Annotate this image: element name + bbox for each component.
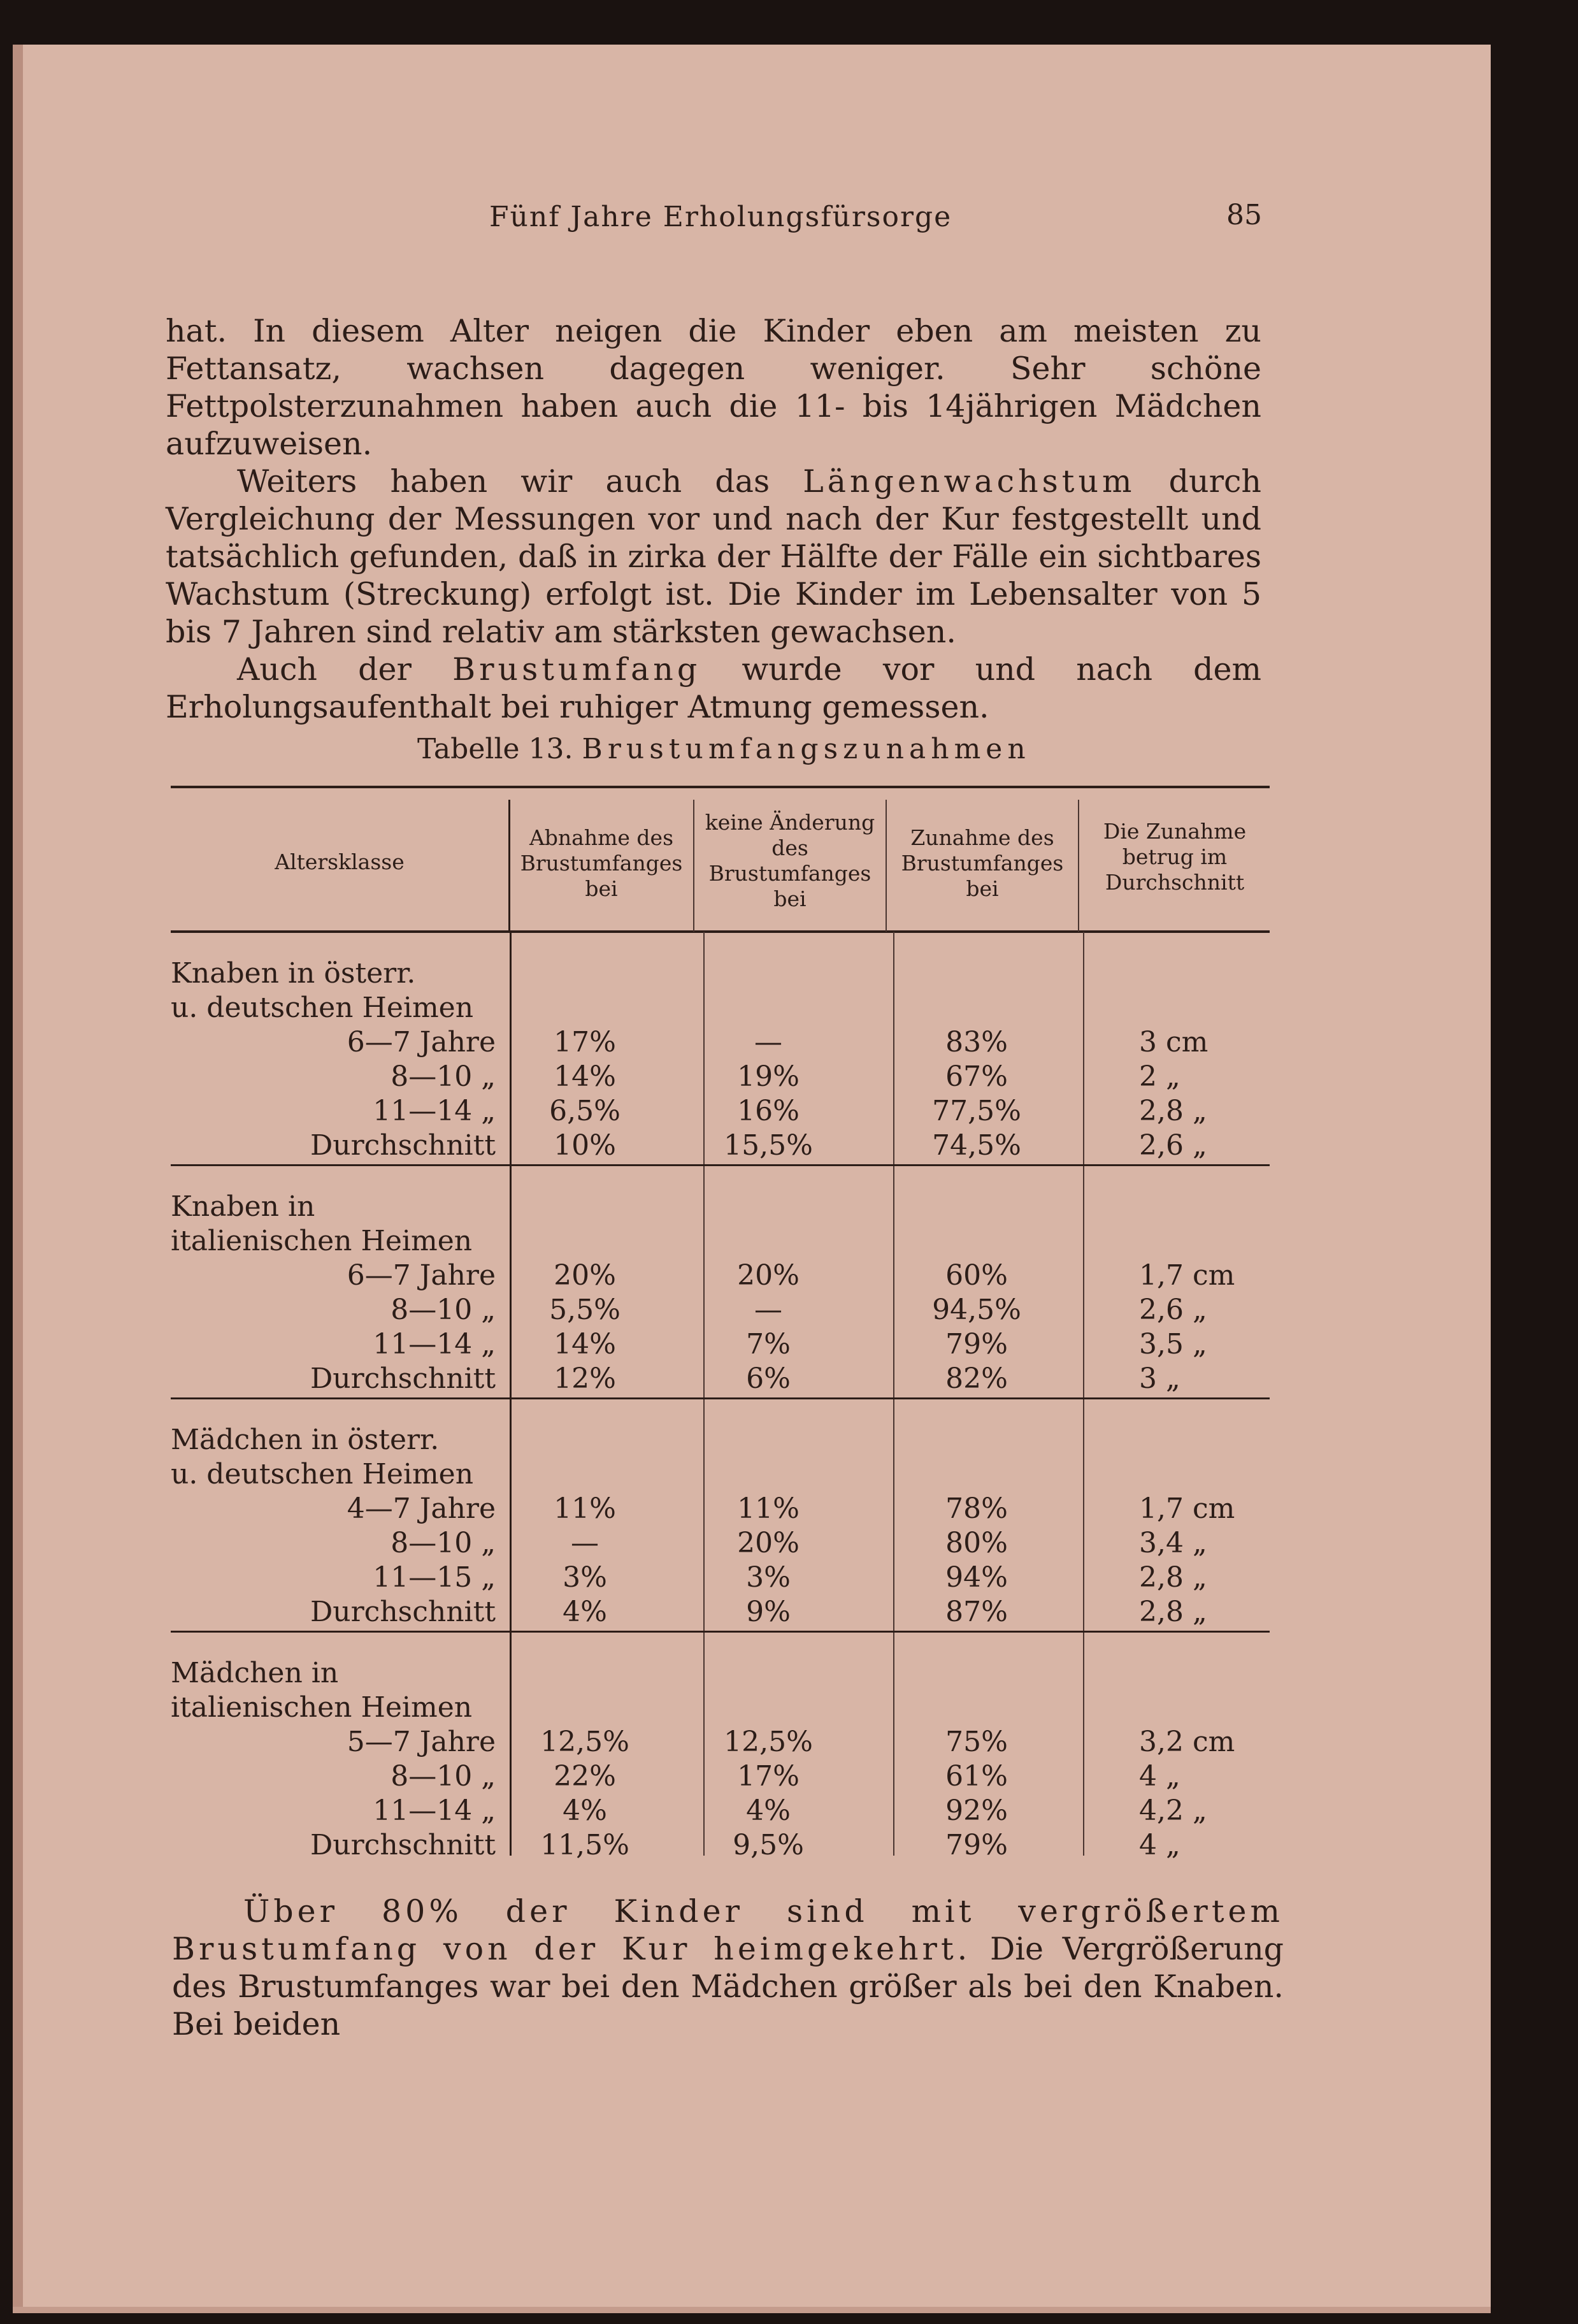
g4-r2-age: 8—10 „	[391, 1760, 496, 1793]
g4-r1-abnahme: 12,5%	[540, 1726, 629, 1758]
body-divider-4	[1083, 932, 1084, 1856]
g3-r3-abnahme: 3%	[563, 1561, 607, 1594]
paragraph-1: hat. In diesem Alter neigen die Kinder eben am meisten zu Fettansatz, wachsen dagegen weniger. Sehr schöne Fettpolsterzunahmen haben auch die 11- bis 14jährigen Mädchen aufzuweisen.	[166, 313, 1261, 462]
g4-r2-zunahme: 61%	[945, 1760, 1008, 1793]
paragraph-4	[172, 1893, 1284, 2043]
paragraph-2	[166, 463, 1261, 651]
g2-r2-zunahme: 94,5%	[932, 1294, 1021, 1326]
header-durchschnitt	[1079, 819, 1270, 895]
g2-r3-age: 11—14 „	[373, 1328, 496, 1360]
g1-r4-zunahme: 74,5%	[932, 1129, 1021, 1162]
header-abnahme	[510, 825, 693, 902]
g3-r4-durchschnitt: 2,8 „	[1139, 1596, 1207, 1628]
g1-r3-keine: 16%	[737, 1095, 800, 1127]
group-rule-2	[171, 1397, 1270, 1399]
paragraph-2-emphasis: Längenwachstum	[803, 463, 1136, 500]
paragraph-3-text-a: Auch der	[237, 651, 453, 688]
header-abnahme-l3: bei	[585, 876, 618, 901]
g4-r2-durchschnitt: 4 „	[1139, 1760, 1180, 1793]
g2-r4-keine: 6%	[746, 1362, 791, 1395]
header-durchschnitt-l1: Die Zunahme	[1103, 819, 1247, 844]
g3-r2-abnahme: —	[571, 1527, 599, 1559]
paragraph-3-text-b: wurde vor und nach dem Erholungsaufenthalt bei ruhiger Atmung gemessen.	[166, 651, 1262, 725]
g4-r3-zunahme: 92%	[945, 1794, 1008, 1827]
g4-r4-age: Durchschnitt	[310, 1829, 496, 1861]
g2-r4-zunahme: 82%	[945, 1362, 1008, 1395]
g2-r2-keine: —	[754, 1294, 782, 1326]
g2-r2-durchschnitt: 2,6 „	[1139, 1294, 1207, 1326]
body-divider-1	[510, 932, 512, 1856]
g2-r4-age: Durchschnitt	[310, 1362, 496, 1395]
header-altersklasse: Altersklasse	[275, 849, 405, 874]
g3-r3-zunahme: 94%	[945, 1561, 1008, 1594]
g1-r2-durchschnitt: 2 „	[1139, 1060, 1180, 1093]
group-3-label-line-2: u. deutschen Heimen	[171, 1458, 474, 1490]
g4-r1-durchschnitt: 3,2 cm	[1139, 1726, 1235, 1758]
g2-r1-durchschnitt: 1,7 cm	[1139, 1259, 1235, 1292]
running-title: Fünf Jahre Erholungsfürsorge	[489, 201, 952, 233]
group-1-label-line-1: Knaben in österr.	[171, 957, 416, 990]
g4-r4-keine: 9,5%	[733, 1829, 804, 1861]
group-3-label-line-1: Mädchen in österr.	[171, 1424, 440, 1456]
g2-r1-age: 6—7 Jahre	[347, 1259, 496, 1292]
g4-r1-keine: 12,5%	[724, 1726, 813, 1758]
g1-r4-keine: 15,5%	[724, 1129, 813, 1162]
header-abnahme-l2: Brustumfanges	[520, 851, 683, 876]
g2-r4-abnahme: 12%	[554, 1362, 616, 1395]
group-2-label-line-2: italienischen Heimen	[171, 1225, 473, 1257]
g2-r2-age: 8—10 „	[391, 1294, 496, 1326]
g1-r4-abnahme: 10%	[554, 1129, 616, 1162]
g4-r3-abnahme: 4%	[563, 1794, 607, 1827]
g1-r1-zunahme: 83%	[945, 1026, 1008, 1058]
g4-r3-durchschnitt: 4,2 „	[1139, 1794, 1207, 1827]
page-edge-bottom	[13, 2307, 1491, 2313]
g1-r3-age: 11—14 „	[373, 1095, 496, 1127]
g2-r4-durchschnitt: 3 „	[1139, 1362, 1180, 1395]
g1-r3-zunahme: 77,5%	[932, 1095, 1021, 1127]
g2-r3-zunahme: 79%	[945, 1328, 1008, 1360]
g1-r1-keine: —	[754, 1026, 782, 1058]
g4-r4-abnahme: 11,5%	[540, 1829, 629, 1861]
paragraph-2-text-b: durch Vergleichung der Messungen vor und nach der Kur festgestellt und tatsächlich gefunden, daß in zirka der Hälfte der Fälle ein sichtbares Wachstum (Streckung) erfolgt ist. Die Kinder im Lebensalter von 5 bis 7 Jahren sind relativ am stärksten gewachsen.	[166, 463, 1261, 650]
page-number: 85	[1226, 199, 1262, 231]
g3-r4-zunahme: 87%	[945, 1596, 1008, 1628]
g3-r1-keine: 11%	[737, 1492, 800, 1525]
g1-r4-age: Durchschnitt	[310, 1129, 496, 1162]
table-caption-title: Brustumfangszunahmen	[582, 733, 1031, 765]
g2-r1-keine: 20%	[737, 1259, 800, 1292]
g2-r3-keine: 7%	[746, 1328, 791, 1360]
header-abnahme-l1: Abnahme des	[529, 825, 674, 850]
g3-r2-age: 8—10 „	[391, 1527, 496, 1559]
g1-r2-abnahme: 14%	[554, 1060, 616, 1093]
table-top-rule	[171, 786, 1270, 788]
header-keine-l2: des	[771, 835, 808, 860]
header-zunahme-l1: Zunahme des	[910, 825, 1054, 850]
g3-r1-zunahme: 78%	[945, 1492, 1008, 1525]
g3-r2-durchschnitt: 3,4 „	[1139, 1527, 1207, 1559]
g1-r2-zunahme: 67%	[945, 1060, 1008, 1093]
g4-r3-keine: 4%	[746, 1794, 791, 1827]
g4-r2-abnahme: 22%	[554, 1760, 616, 1793]
g3-r1-age: 4—7 Jahre	[347, 1492, 496, 1525]
header-keine-aenderung	[694, 810, 886, 912]
header-zunahme	[887, 825, 1078, 902]
header-durchschnitt-l2: betrug im	[1122, 844, 1228, 869]
g1-r3-durchschnitt: 2,8 „	[1139, 1095, 1207, 1127]
g2-r3-durchschnitt: 3,5 „	[1139, 1328, 1207, 1360]
header-keine-l1: keine Änderung	[705, 810, 875, 835]
group-rule-3	[171, 1631, 1270, 1633]
g4-r1-age: 5—7 Jahre	[347, 1726, 496, 1758]
page-edge-left	[13, 45, 23, 2313]
g1-r3-abnahme: 6,5%	[549, 1095, 620, 1127]
paragraph-4-emphasis: Über 80% der Kinder sind mit vergrößertem Brustumfang von der Kur heimgekehrt.	[172, 1893, 1284, 1967]
header-keine-l4: bei	[773, 886, 807, 911]
group-1-label-line-2: u. deutschen Heimen	[171, 992, 474, 1024]
g3-r3-age: 11—15 „	[373, 1561, 496, 1594]
body-text-bottom	[172, 1893, 1284, 2043]
g1-r2-keine: 19%	[737, 1060, 800, 1093]
group-rule-1	[171, 1164, 1270, 1166]
g4-r2-keine: 17%	[737, 1760, 800, 1793]
g1-r2-age: 8—10 „	[391, 1060, 496, 1093]
paragraph-3-emphasis: Brustumfang	[452, 651, 701, 688]
g4-r1-zunahme: 75%	[945, 1726, 1008, 1758]
header-durchschnitt-l3: Durchschnitt	[1105, 870, 1245, 895]
header-zunahme-l2: Brustumfanges	[901, 851, 1064, 876]
g3-r2-keine: 20%	[737, 1527, 800, 1559]
g4-r4-zunahme: 79%	[945, 1829, 1008, 1861]
g2-r2-abnahme: 5,5%	[549, 1294, 620, 1326]
g1-r1-age: 6—7 Jahre	[347, 1026, 496, 1058]
header-keine-l3: Brustumfanges	[708, 861, 871, 886]
table-caption	[417, 733, 1031, 765]
g4-r4-durchschnitt: 4 „	[1139, 1829, 1180, 1861]
header-zunahme-l3: bei	[966, 876, 999, 901]
data-table	[171, 786, 1270, 1869]
g3-r2-zunahme: 80%	[945, 1527, 1008, 1559]
paragraph-2-text-a: Weiters haben wir auch das	[237, 463, 803, 500]
g3-r4-age: Durchschnitt	[310, 1596, 496, 1628]
g3-r1-durchschnitt: 1,7 cm	[1139, 1492, 1235, 1525]
table-caption-prefix: Tabelle 13.	[417, 733, 573, 765]
g1-r4-durchschnitt: 2,6 „	[1139, 1129, 1207, 1162]
g3-r4-keine: 9%	[746, 1596, 791, 1628]
g2-r1-zunahme: 60%	[945, 1259, 1008, 1292]
paragraph-3	[166, 651, 1261, 726]
book-page	[13, 45, 1491, 2313]
group-4-label-line-2: italienischen Heimen	[171, 1691, 473, 1724]
g3-r1-abnahme: 11%	[554, 1492, 616, 1525]
group-4-label-line-1: Mädchen in	[171, 1657, 339, 1689]
g4-r3-age: 11—14 „	[373, 1794, 496, 1827]
header-bottom-rule	[171, 930, 1270, 933]
g3-r3-durchschnitt: 2,8 „	[1139, 1561, 1207, 1594]
group-2-label-line-1: Knaben in	[171, 1190, 315, 1223]
g1-r1-abnahme: 17%	[554, 1026, 616, 1058]
g3-r4-abnahme: 4%	[563, 1596, 607, 1628]
body-text-top	[166, 312, 1261, 726]
g2-r1-abnahme: 20%	[554, 1259, 616, 1292]
paragraph-4-text: Die Vergrößerung des Brustumfanges war bei den Mädchen größer als bei den Knaben. Bei beiden	[172, 1931, 1284, 2042]
g1-r1-durchschnitt: 3 cm	[1139, 1026, 1209, 1058]
g3-r3-keine: 3%	[746, 1561, 791, 1594]
g2-r3-abnahme: 14%	[554, 1328, 616, 1360]
